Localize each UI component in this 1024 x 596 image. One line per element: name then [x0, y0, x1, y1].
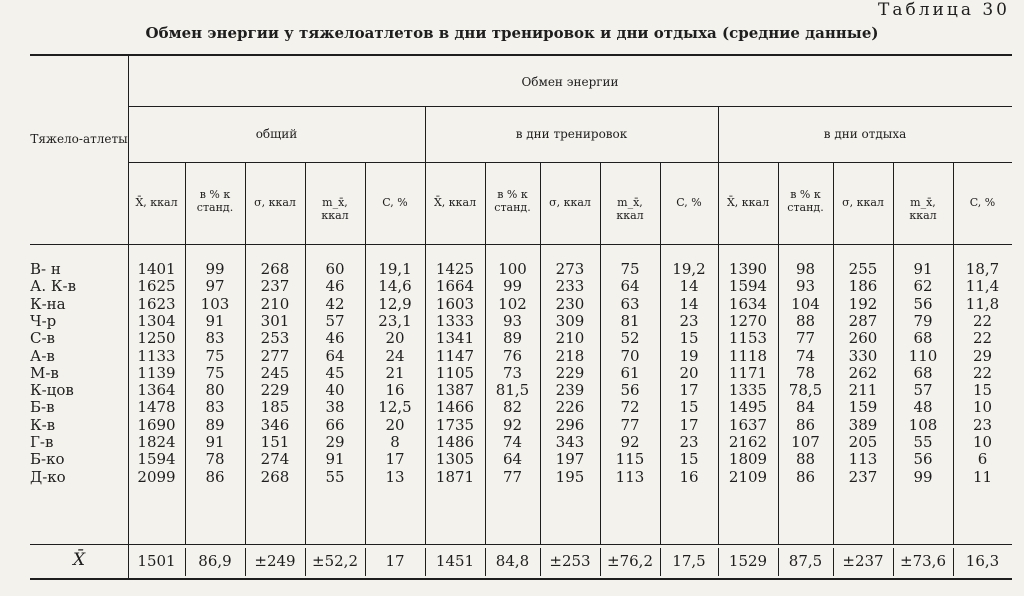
table-cell: 91	[913, 260, 933, 278]
table-cell: 273	[555, 260, 585, 278]
table-cell: 86	[205, 467, 225, 486]
table-cell: 97	[205, 277, 225, 296]
table-cell: 56	[620, 381, 640, 400]
table-cell: 1364	[137, 381, 176, 400]
table-cell: 68	[913, 329, 933, 348]
table-cell: 1105	[435, 363, 475, 382]
rule-line	[30, 244, 1012, 245]
table-cell: 260	[848, 329, 878, 348]
group-header: общий	[255, 127, 298, 141]
table-cell: 17	[679, 381, 699, 400]
rule-line	[30, 578, 1012, 580]
table-cell: 12,9	[378, 294, 412, 313]
athlete-name: К-в	[30, 415, 56, 434]
table-cell: 23	[679, 311, 699, 330]
table-cell: 1735	[435, 415, 475, 434]
table-cell: 274	[260, 450, 290, 469]
athlete-name: Б-ко	[30, 450, 65, 469]
table-cell: 1305	[435, 450, 475, 469]
table-cell: 19,1	[378, 260, 412, 278]
table-cell: 113	[615, 467, 645, 486]
table-cell: 1401	[137, 260, 176, 278]
table-cell: 79	[913, 311, 933, 330]
table-cell: 210	[555, 329, 585, 348]
column-header: σ, ккал	[842, 196, 884, 209]
table-cell: 186	[848, 277, 878, 296]
table-cell: 18,7	[965, 260, 1000, 278]
table-cell: 19	[679, 346, 699, 365]
table-cell: 192	[848, 294, 878, 313]
table-cell: 99	[502, 277, 523, 296]
table-cell: 301	[260, 311, 290, 330]
table-cell: 218	[555, 346, 585, 365]
table-cell: 277	[260, 346, 290, 365]
rule-line	[128, 162, 1012, 163]
table-cell: 205	[848, 433, 878, 451]
summary-cell: 17,5	[672, 552, 706, 570]
table-cell: 89	[205, 415, 225, 434]
table-cell: 1147	[435, 346, 475, 365]
table-cell: 74	[502, 433, 523, 451]
table-cell: 14	[679, 277, 699, 296]
table-number: Таблица 30	[878, 0, 1010, 20]
table-cell: 255	[848, 260, 878, 278]
table-cell: 70	[620, 346, 640, 365]
table-cell: 22	[972, 311, 993, 330]
table-cell: 8	[390, 433, 400, 451]
table-cell: 15	[679, 329, 699, 348]
table-cell: 62	[913, 277, 933, 296]
table-cell: 16	[679, 467, 699, 486]
table-cell: 60	[325, 260, 345, 278]
athlete-name: С-в	[30, 329, 55, 348]
table-cell: 63	[620, 294, 640, 313]
table-cell: 346	[260, 415, 290, 434]
table-cell: 56	[913, 450, 933, 469]
table-cell: 81,5	[495, 381, 530, 400]
athlete-name: А-в	[30, 346, 55, 365]
table-cell: 64	[502, 450, 523, 469]
summary-cell: ±253	[549, 552, 591, 570]
table-cell: 73	[502, 363, 523, 382]
table-title: Обмен энергии у тяжелоатлетов в дни тренировок и дни отдыха (средние данные)	[145, 24, 879, 42]
table-cell: 11	[972, 467, 993, 486]
column-header: X̄, ккал	[135, 196, 178, 209]
table-cell: 92	[620, 433, 640, 451]
table-cell: 2109	[728, 467, 768, 486]
table-cell: 389	[848, 415, 878, 434]
table-cell: 110	[908, 346, 938, 365]
column-header: σ, ккал	[549, 196, 591, 209]
table-cell: 29	[325, 433, 345, 451]
rule-line	[30, 544, 1012, 545]
table-cell: 1594	[728, 277, 768, 296]
table-cell: 48	[913, 398, 933, 417]
column-header: в % к станд.	[787, 188, 824, 214]
table-cell: 88	[795, 311, 816, 330]
table-cell: 86	[795, 415, 816, 434]
table-cell: 21	[385, 363, 405, 382]
table-cell: 103	[200, 294, 230, 313]
column-header: m_x̄, ккал	[616, 196, 644, 222]
main-group-header: Обмен энергии	[521, 75, 619, 89]
table-cell: 1824	[137, 433, 176, 451]
table-cell: 296	[555, 415, 585, 434]
table-cell: 1139	[137, 363, 176, 382]
table-cell: 226	[555, 398, 585, 417]
table-cell: 6	[977, 450, 988, 469]
table-cell: 1603	[435, 294, 475, 313]
table-cell: 229	[555, 363, 585, 382]
table-cell: 1478	[137, 398, 176, 417]
table-cell: 98	[795, 260, 816, 278]
table-cell: 68	[913, 363, 933, 382]
table-cell: 57	[325, 311, 345, 330]
table-cell: 91	[325, 450, 345, 469]
table-cell: 77	[795, 329, 816, 348]
table-cell: 104	[791, 294, 820, 313]
table-cell: 11,4	[965, 277, 1000, 296]
table-cell: 14,6	[378, 277, 412, 296]
table-cell: 343	[555, 433, 585, 451]
table-cell: 61	[620, 363, 640, 382]
table-cell: 83	[205, 398, 225, 417]
table-cell: 1153	[728, 329, 768, 348]
table-cell: 24	[385, 346, 405, 365]
table-cell: 66	[325, 415, 345, 434]
table-cell: 229	[260, 381, 290, 400]
table-cell: 88	[795, 450, 816, 469]
table-cell: 287	[848, 311, 878, 330]
summary-cell: ±76,2	[607, 552, 653, 570]
table-cell: 185	[260, 398, 290, 417]
summary-cell: 87,5	[788, 552, 823, 570]
athlete-name: Б-в	[30, 398, 55, 417]
table-cell: 1625	[137, 277, 176, 296]
table-cell: 15	[972, 381, 993, 400]
table-cell: 17	[385, 450, 405, 469]
table-cell: 15	[679, 450, 699, 469]
table-cell: 75	[205, 363, 225, 382]
summary-cell: ±237	[842, 552, 884, 570]
table-cell: 10	[972, 398, 993, 417]
table-cell: 12,5	[378, 398, 412, 417]
table-cell: 42	[325, 294, 345, 313]
table-cell: 23	[972, 415, 993, 434]
table-cell: 237	[260, 277, 290, 296]
table-cell: 107	[791, 433, 820, 451]
column-header: C, %	[676, 196, 702, 209]
table-cell: 17	[679, 415, 699, 434]
table-cell: 81	[620, 311, 640, 330]
table-cell: 74	[795, 346, 816, 365]
table-cell: 309	[555, 311, 585, 330]
table-cell: 1118	[728, 346, 768, 365]
table-cell: 1304	[137, 311, 176, 330]
column-header: σ, ккал	[254, 196, 296, 209]
table-cell: 108	[908, 415, 938, 434]
table-cell: 233	[555, 277, 585, 296]
table-cell: 38	[325, 398, 345, 417]
table-cell: 1335	[728, 381, 768, 400]
table-cell: 239	[555, 381, 585, 400]
table-cell: 77	[620, 415, 640, 434]
table-cell: 91	[205, 311, 225, 330]
table-cell: 211	[848, 381, 878, 400]
table-cell: 113	[848, 450, 878, 469]
table-cell: 268	[260, 467, 290, 486]
column-header: X̄, ккал	[726, 196, 770, 209]
table-cell: 93	[795, 277, 816, 296]
table-cell: 1495	[728, 398, 768, 417]
table-cell: 262	[848, 363, 878, 382]
table-cell: 78	[795, 363, 816, 382]
athlete-name: А. К-в	[30, 277, 77, 296]
group-header: в дни тренировок	[515, 127, 628, 141]
table-cell: 75	[205, 346, 225, 365]
table-cell: 151	[260, 433, 290, 451]
table-cell: 13	[385, 467, 405, 486]
table-cell: 23	[679, 433, 699, 451]
rule-line	[30, 54, 1012, 56]
summary-label: X̄	[72, 550, 86, 570]
table-cell: 1341	[435, 329, 475, 348]
table-cell: 22	[972, 363, 993, 382]
athlete-name: М-в	[30, 363, 59, 382]
column-header: X̄, ккал	[433, 196, 477, 209]
athlete-name: Г-в	[30, 433, 54, 451]
summary-cell: 1451	[435, 552, 475, 570]
table-cell: 83	[205, 329, 225, 348]
table-cell: 1664	[435, 277, 475, 296]
table-cell: 210	[260, 294, 290, 313]
column-header: C, %	[382, 196, 408, 209]
table-cell: 1387	[435, 381, 475, 400]
athlete-name: В- н	[30, 260, 61, 278]
table-cell: 330	[848, 346, 878, 365]
table-cell: 86	[795, 467, 816, 486]
table-cell: 253	[260, 329, 290, 348]
table-cell: 84	[795, 398, 816, 417]
summary-cell: 17	[385, 552, 405, 570]
table-cell: 80	[205, 381, 225, 400]
athlete-name: Д-ко	[30, 467, 66, 486]
table-cell: 78	[205, 450, 225, 469]
table-cell: 55	[913, 433, 933, 451]
table-cell: 52	[620, 329, 640, 348]
table-cell: 64	[620, 277, 640, 296]
table-cell: 1133	[137, 346, 176, 365]
table-cell: 197	[555, 450, 585, 469]
table-cell: 1171	[728, 363, 768, 382]
table-cell: 23,1	[378, 311, 412, 330]
table-cell: 45	[325, 363, 345, 382]
table-cell: 1333	[435, 311, 475, 330]
table-cell: 46	[325, 277, 345, 296]
table-cell: 20	[385, 415, 405, 434]
table-cell: 2099	[137, 467, 176, 486]
athlete-name: Ч-р	[30, 311, 57, 330]
table-cell: 20	[385, 329, 405, 348]
table-cell: 72	[620, 398, 640, 417]
summary-cell: ±52,2	[312, 552, 358, 570]
table-cell: 89	[502, 329, 523, 348]
table-cell: 1594	[137, 450, 176, 469]
table-cell: 22	[972, 329, 993, 348]
column-header: C, %	[969, 196, 996, 209]
table-cell: 1390	[728, 260, 768, 278]
table-cell: 115	[615, 450, 645, 469]
table-cell: 40	[325, 381, 345, 400]
summary-cell: 1529	[728, 552, 768, 570]
table-cell: 268	[260, 260, 290, 278]
table-cell: 1634	[728, 294, 768, 313]
table-cell: 16	[385, 381, 405, 400]
summary-cell: ±73,6	[900, 552, 946, 570]
table-cell: 1486	[435, 433, 475, 451]
table-cell: 195	[555, 467, 585, 486]
table-cell: 75	[620, 260, 640, 278]
table-cell: 2162	[728, 433, 768, 451]
table-cell: 1250	[137, 329, 176, 348]
table-cell: 99	[205, 260, 225, 278]
table-cell: 29	[972, 346, 993, 365]
table-cell: 56	[913, 294, 933, 313]
table-cell: 11,8	[965, 294, 1000, 313]
table-cell: 1690	[137, 415, 176, 434]
athlete-name: К-цов	[30, 381, 74, 400]
table-cell: 1466	[435, 398, 475, 417]
table-cell: 46	[325, 329, 345, 348]
table-cell: 82	[502, 398, 523, 417]
table-cell: 93	[502, 311, 523, 330]
column-header: m_x̄, ккал	[321, 196, 349, 222]
summary-cell: 84,8	[495, 552, 530, 570]
athlete-name: К-на	[30, 294, 66, 313]
table-cell: 159	[848, 398, 878, 417]
table-cell: 1809	[728, 450, 768, 469]
summary-cell: ±249	[254, 552, 296, 570]
column-header: в % к станд.	[494, 188, 531, 214]
table-cell: 99	[913, 467, 933, 486]
table-cell: 10	[972, 433, 993, 451]
table-cell: 57	[913, 381, 933, 400]
table-cell: 78,5	[788, 381, 823, 400]
column-header: m_x̄, ккал	[909, 196, 937, 222]
table-cell: 77	[502, 467, 523, 486]
table-cell: 19,2	[672, 260, 706, 278]
summary-cell: 1501	[137, 552, 176, 570]
table-cell: 15	[679, 398, 699, 417]
table-cell: 92	[502, 415, 523, 434]
table-cell: 1637	[728, 415, 768, 434]
column-header: в % к станд.	[196, 188, 234, 214]
table-cell: 91	[205, 433, 225, 451]
row-header-label: Тяжело-атлеты	[30, 132, 128, 146]
table-cell: 76	[502, 346, 523, 365]
table-cell: 1623	[137, 294, 176, 313]
table-cell: 1425	[435, 260, 475, 278]
table-cell: 55	[325, 467, 345, 486]
table-cell: 100	[498, 260, 527, 278]
table-cell: 1871	[435, 467, 475, 486]
group-header: в дни отдыха	[823, 127, 907, 141]
summary-cell: 16,3	[965, 552, 1000, 570]
table-cell: 14	[679, 294, 699, 313]
table-cell: 102	[498, 294, 527, 313]
rule-line	[128, 106, 1012, 107]
table-cell: 237	[848, 467, 878, 486]
table-cell: 230	[555, 294, 585, 313]
table-cell: 20	[679, 363, 699, 382]
table-cell: 64	[325, 346, 345, 365]
table-cell: 1270	[728, 311, 768, 330]
table-cell: 245	[260, 363, 290, 382]
summary-cell: 86,9	[198, 552, 232, 570]
